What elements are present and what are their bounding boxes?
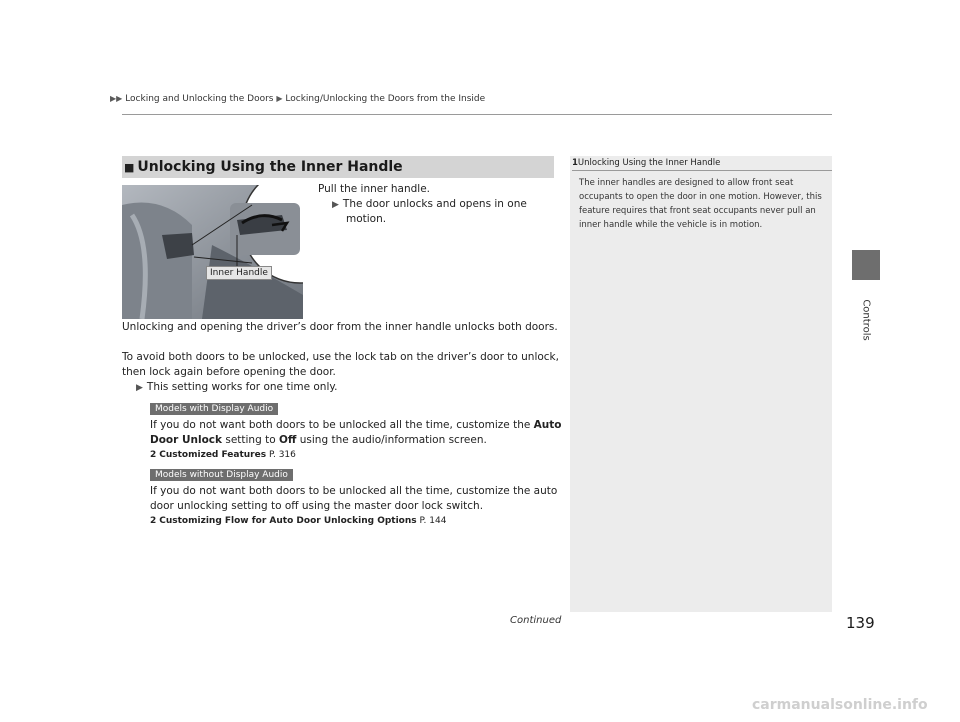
breadcrumb: [110, 94, 485, 104]
reference-icon: 2: [150, 450, 157, 460]
note-divider: [572, 170, 832, 171]
page-reference-link[interactable]: 2 Customizing Flow for Auto Door Unlocking Options P. 144: [150, 516, 447, 526]
paragraph: then lock again before opening the door.: [122, 366, 336, 378]
side-tab-label: Controls: [860, 299, 872, 341]
section-heading: [122, 156, 554, 178]
breadcrumb-item[interactable]: Locking and Unlocking the Doors: [125, 94, 274, 104]
square-bullet-icon: ■: [124, 160, 135, 174]
reference-icon: 2: [150, 516, 157, 526]
page-number: 139: [846, 614, 875, 632]
model-tag: Models with Display Audio: [150, 403, 278, 415]
paragraph: To avoid both doors to be unlocked, use the lock tab on the driver’s door to unlock,: [122, 351, 559, 363]
paragraph: Unlocking and opening the driver’s door from the inner handle unlocks both doors.: [122, 321, 558, 333]
paragraph-result: ▶ This setting works for one time only.: [136, 380, 337, 396]
watermark: carmanualsonline.info: [752, 697, 928, 713]
breadcrumb-item[interactable]: Locking/Unlocking the Doors from the Inside: [285, 94, 486, 104]
step-result: ▶ The door unlocks and opens in one: [332, 197, 527, 213]
note-text: The inner handles are designed to allow front seat occupants to open the door in one motion. However, this feature requires that front seat occupants never pull an inner handle while the vehicle is in motion.: [579, 178, 822, 230]
header-divider: [122, 114, 832, 115]
note-title: 1Unlocking Using the Inner Handle: [572, 158, 721, 168]
note-number-icon: 1: [572, 158, 578, 168]
result-arrow-icon: ▶: [332, 200, 339, 210]
door-handle-illustration: [122, 185, 303, 319]
step-result-cont: motion.: [346, 213, 387, 225]
page-reference-link[interactable]: 2 Customized Features P. 316: [150, 450, 296, 460]
variant-text: If you do not want both doors to be unlocked all the time, customize the auto: [150, 485, 558, 497]
step-text: Pull the inner handle.: [318, 183, 431, 195]
section-title: Unlocking Using the Inner Handle: [137, 159, 403, 175]
variant-text: If you do not want both doors to be unlocked all the time, customize the Auto: [150, 419, 562, 431]
door-interior-icon: [122, 185, 303, 319]
double-arrow-icon: ▶▶: [110, 94, 123, 103]
result-arrow-icon: ▶: [136, 383, 143, 393]
callout-label: Inner Handle: [206, 266, 272, 280]
continued-label: Continued: [510, 615, 562, 626]
model-tag: Models without Display Audio: [150, 469, 293, 481]
side-tab-marker: [852, 250, 880, 280]
arrow-icon: ▶: [276, 94, 283, 103]
variant-text: door unlocking setting to off using the master door lock switch.: [150, 500, 484, 512]
variant-text: Door Unlock setting to Off using the audio/information screen.: [150, 434, 487, 446]
